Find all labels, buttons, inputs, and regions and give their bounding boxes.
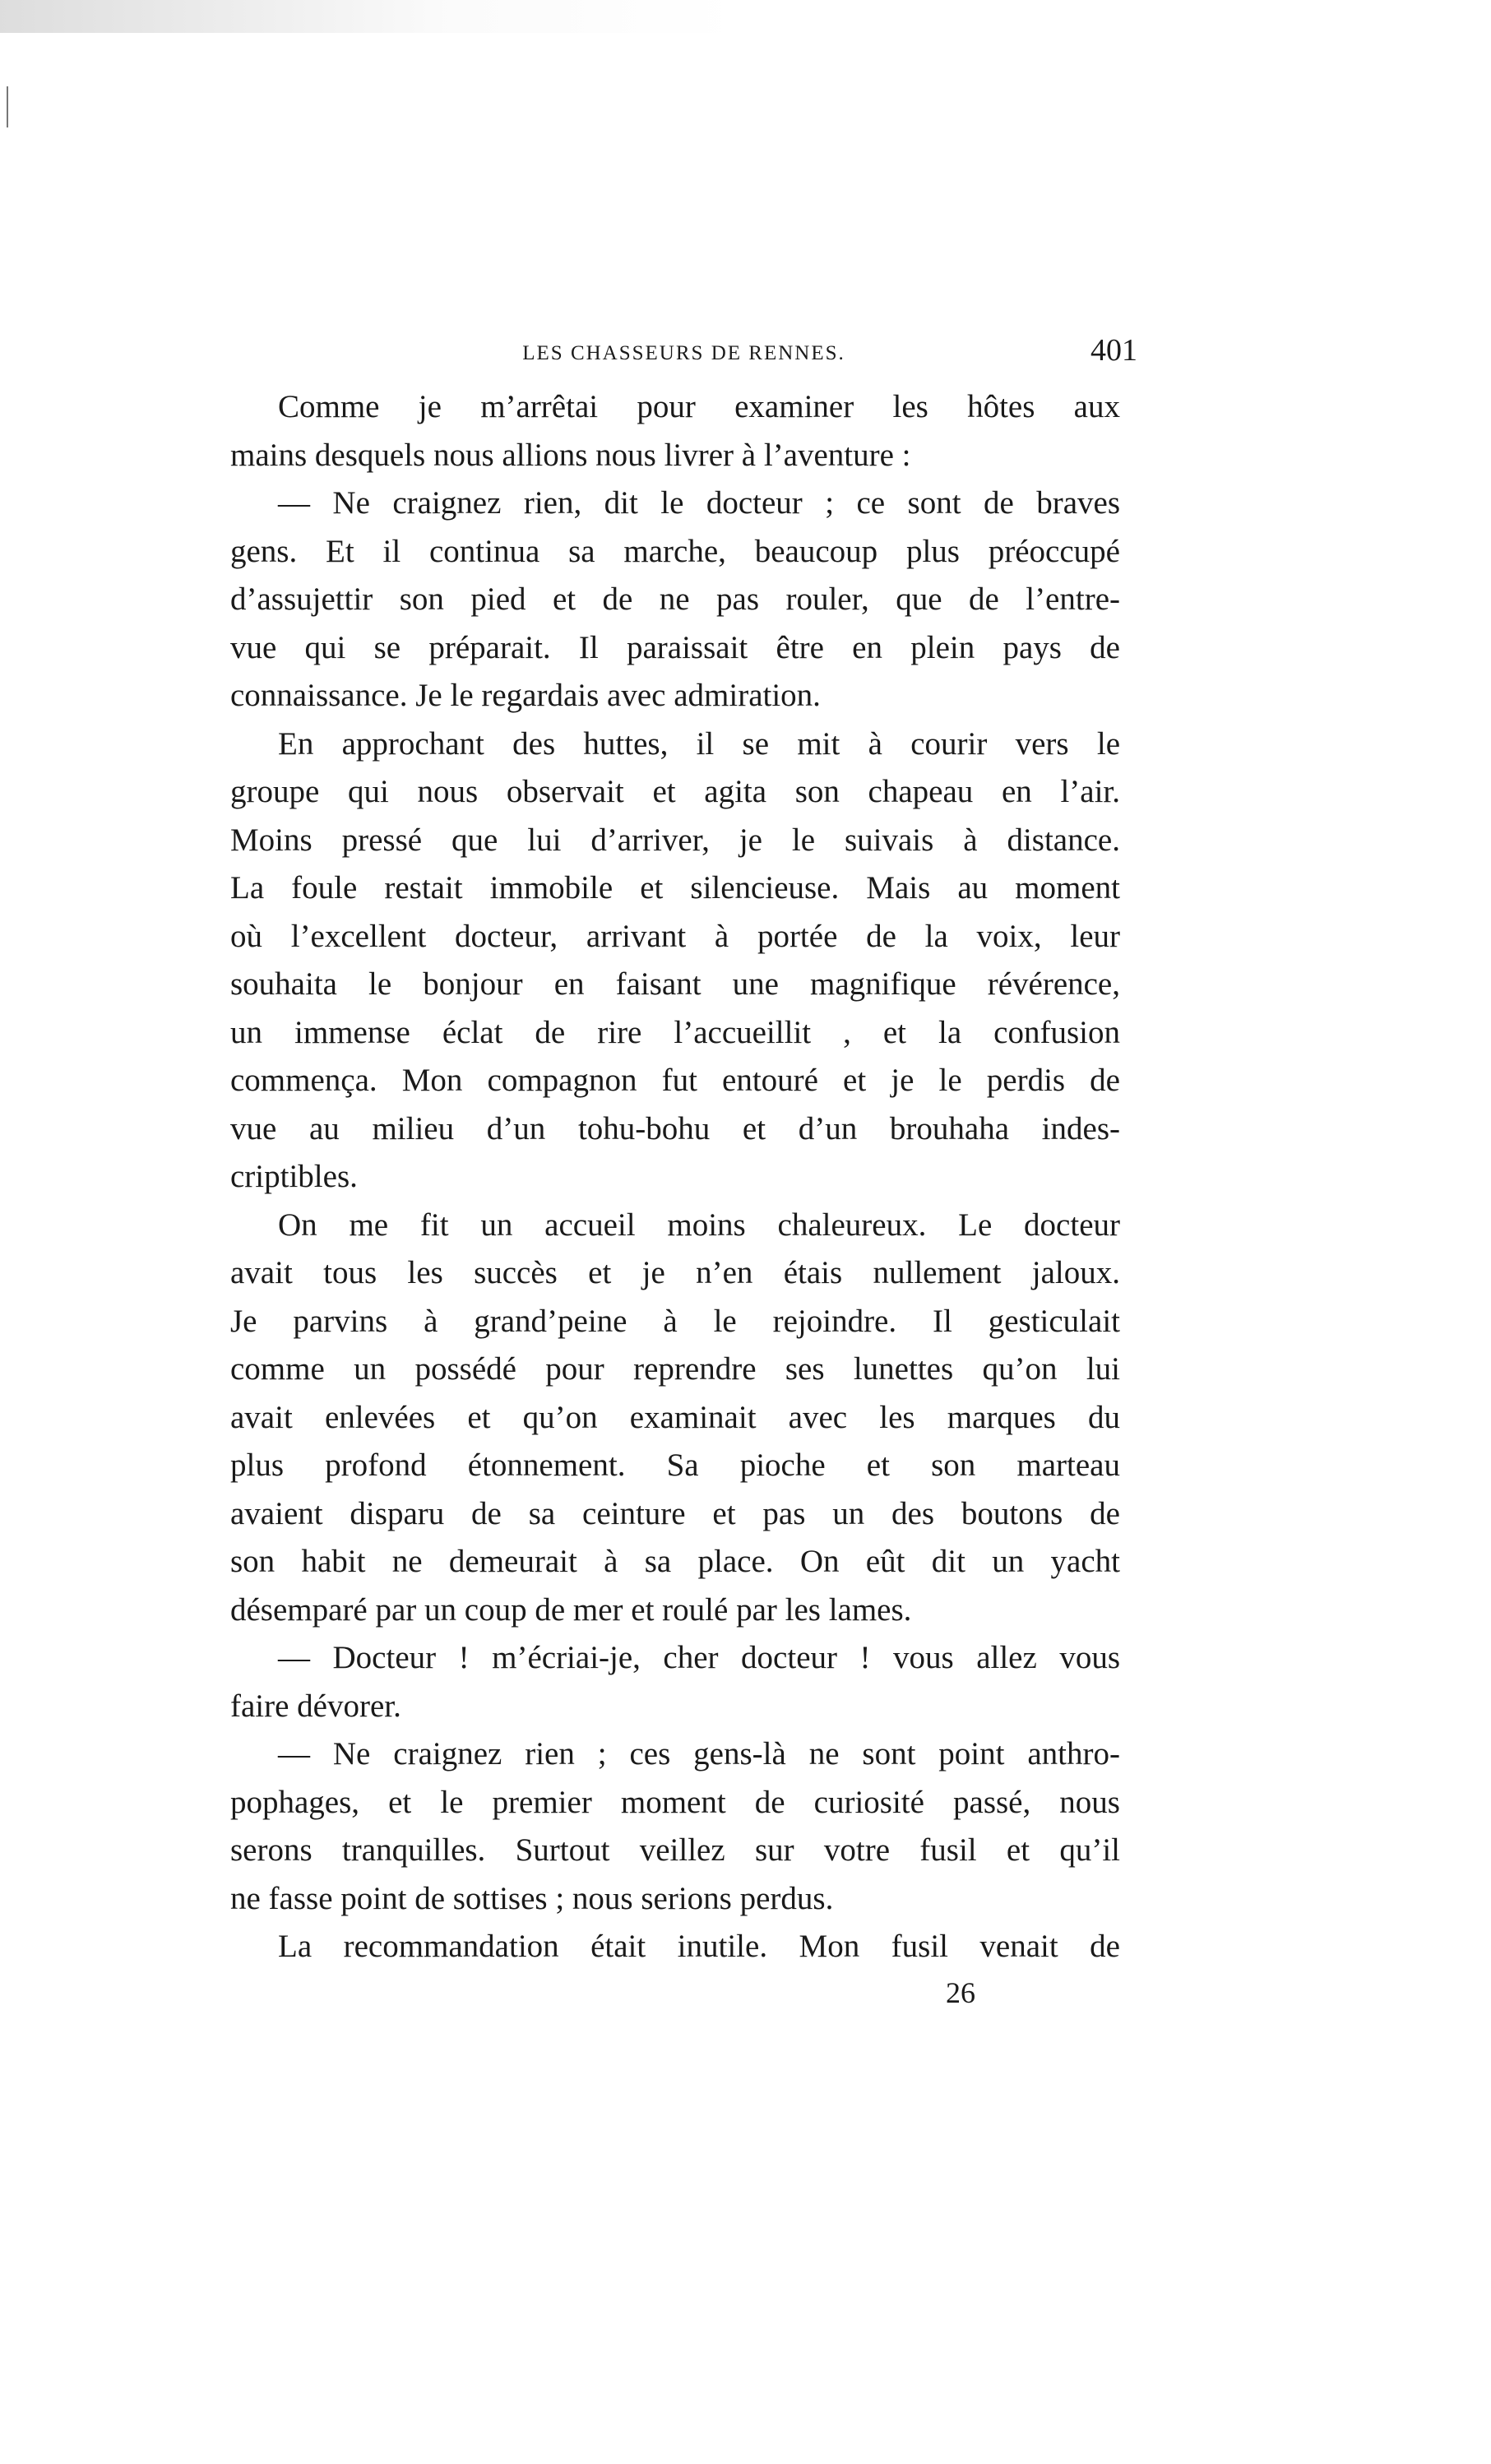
text-line: Moins pressé que lui d’arriver, je le suivais à distance.	[230, 822, 1120, 858]
running-title: LES CHASSEURS DE RENNES.	[522, 342, 845, 364]
text-line: mains desquels nous allions nous livrer à l’aventure :	[230, 437, 911, 473]
text-line: La foule restait immobile et silencieuse. Mais au moment	[230, 870, 1120, 905]
text-line: plus profond étonnement. Sa pioche et son marteau	[230, 1447, 1120, 1483]
text-line: où l’excellent docteur, arrivant à portée de la voix, leur	[230, 918, 1120, 954]
text-line: faire dévorer.	[230, 1688, 401, 1724]
signature-mark: 26	[946, 1976, 975, 2009]
text-line: vue au milieu d’un tohu-bohu et d’un brouhaha indes-	[230, 1110, 1120, 1146]
text-line: son habit ne demeurait à sa place. On eût dit un yacht	[230, 1544, 1120, 1579]
text-line: On me fit un accueil moins chaleureux. Le docteur	[278, 1207, 1120, 1243]
text-line: commença. Mon compagnon fut entouré et je le perdis de	[230, 1063, 1120, 1098]
text-line: — Docteur ! m’écriai-je, cher docteur ! vous allez vous	[278, 1640, 1120, 1675]
text-line: — Ne craignez rien ; ces gens-là ne sont point anthro-	[278, 1736, 1120, 1772]
scan-noise	[0, 0, 740, 33]
text-line: serons tranquilles. Surtout veillez sur votre fusil et qu’il	[230, 1832, 1120, 1868]
text-line: avait enlevées et qu’on examinait avec les marques du	[230, 1399, 1120, 1435]
text-line: Je parvins à grand’peine à le rejoindre. Il gesticulait	[230, 1303, 1120, 1339]
text-line: souhaita le bonjour en faisant une magnifique révérence,	[230, 966, 1120, 1002]
text-line: — Ne craignez rien, dit le docteur ; ce sont de braves	[278, 485, 1120, 521]
text-line: connaissance. Je le regardais avec admiration.	[230, 678, 821, 713]
text-line: comme un possédé pour reprendre ses lunettes qu’on lui	[230, 1351, 1120, 1387]
text-line: La recommandation était inutile. Mon fusil venait de	[278, 1929, 1120, 1964]
text-line: Comme je m’arrêtai pour examiner les hôtes aux	[278, 389, 1120, 424]
text-line: avaient disparu de sa ceinture et pas un des boutons de	[230, 1495, 1120, 1531]
text-line: un immense éclat de rire l’accueillit , et la confusion	[230, 1014, 1120, 1050]
text-line: désemparé par un coup de mer et roulé par les lames.	[230, 1591, 912, 1628]
text-line: avait tous les succès et je n’en étais nullement jaloux.	[230, 1255, 1120, 1290]
page-number: 401	[1090, 333, 1137, 368]
text-line: gens. Et il continua sa marche, beaucoup plus préoccupé	[230, 533, 1120, 569]
text-line: vue qui se préparait. Il paraissait être en plein pays de	[230, 629, 1120, 665]
page-header	[230, 332, 1137, 373]
text-line: En approchant des huttes, il se mit à courir vers le	[278, 725, 1120, 762]
body-text	[230, 383, 1120, 1971]
text-line: ne fasse point de sottises ; nous serions perdus.	[230, 1880, 834, 1916]
text-line: pophages, et le premier moment de curiosité passé, nous	[230, 1784, 1120, 1820]
text-line: d’assujettir son pied et de ne pas rouler, que de l’entre-	[230, 581, 1120, 617]
text-line: groupe qui nous observait et agita son chapeau en l’air.	[230, 774, 1120, 809]
scan-edge-mark	[7, 86, 8, 127]
text-line: criptibles.	[230, 1159, 358, 1194]
